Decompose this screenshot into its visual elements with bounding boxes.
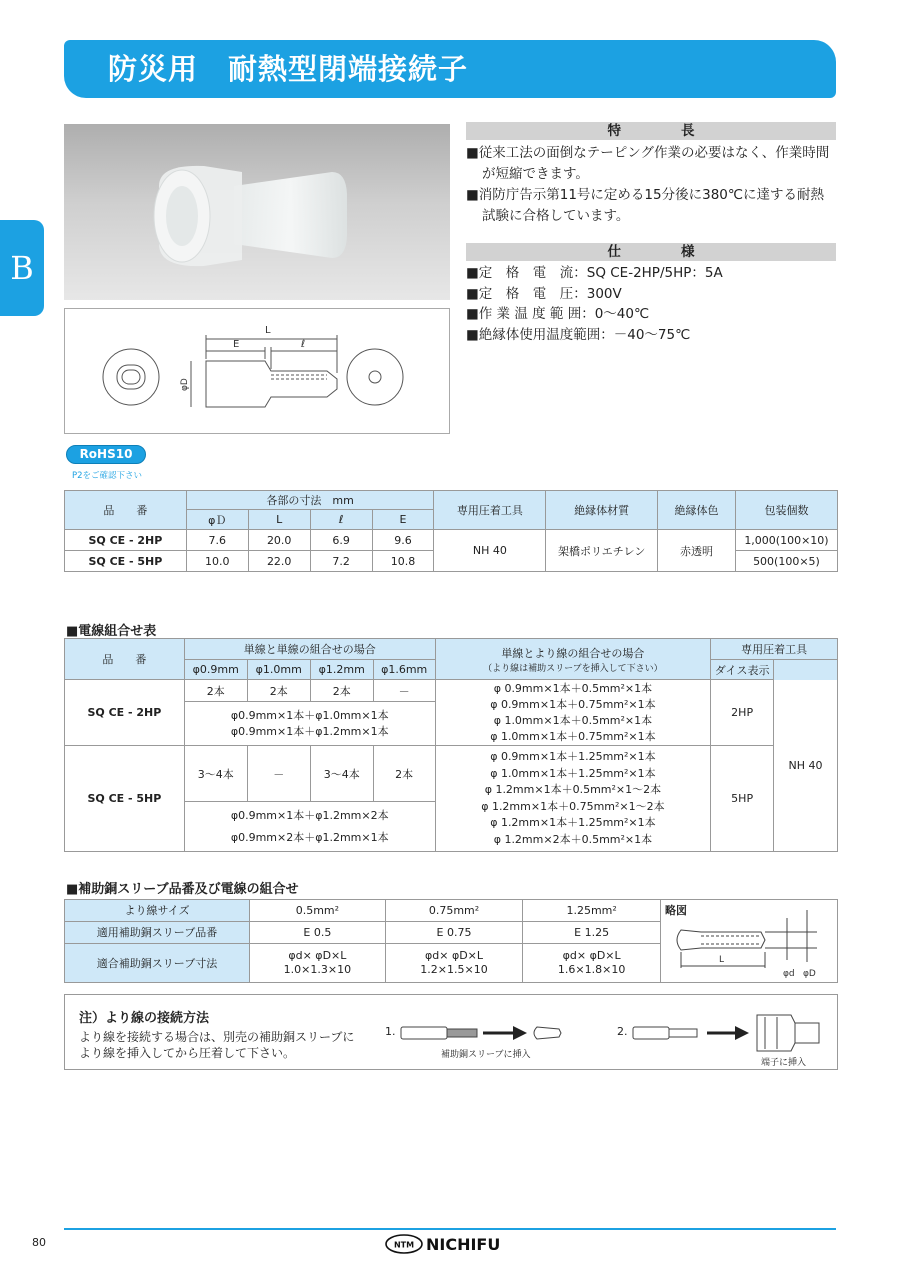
- section-tab[interactable]: B: [0, 220, 44, 316]
- header-E: E: [372, 510, 434, 530]
- product-photo: [64, 124, 450, 300]
- material-cell: 架橋ポリエチレン: [546, 530, 658, 572]
- connection-steps-graphic: [381, 1001, 831, 1067]
- sleeve-table-title: ■補助銅スリーブ品番及び電線の組合せ: [66, 882, 299, 897]
- header-pack: 包装個数: [735, 491, 837, 530]
- wire-table-title: ■電線組合せ表: [66, 624, 157, 639]
- product-photo-graphic: [64, 124, 450, 300]
- feature-item: ■従来工法の面倒なテーピング作業の必要はなく、作業時間 が短縮できます。: [466, 145, 830, 182]
- label-E: E: [233, 339, 240, 350]
- header-phiD: φＤ: [186, 510, 248, 530]
- step-2-label: 端子に挿入: [761, 1058, 807, 1067]
- header-tool: 専用圧着工具: [434, 491, 546, 530]
- step-2-number: 2.: [617, 1025, 628, 1038]
- spec-item: ■定 格 電 流：SQ CE-2HP/5HP：5A: [466, 265, 723, 281]
- rohs-badge: RoHS10: [66, 445, 146, 464]
- header-L: L: [248, 510, 310, 530]
- logo-mark: NTM: [393, 1240, 415, 1250]
- tool-cell: NH 40: [774, 680, 838, 852]
- header-material: 絶縁体材質: [546, 491, 658, 530]
- header-stranded: 単線とより線の組合せの場合 （より線は補助スリーブを挿入して下さい）: [435, 639, 711, 680]
- table-row: SQ CE - 2HP 2本 2本 2本 － φ 0.9mm×1本＋0.5mm²×1本 φ 0.9mm×1本＋0.75mm²×1本 φ 1.0mm×1本＋0.5mm²×1本 φ 1.0mm×1本＋0.75mm²×1本 2HP NH 40: [65, 680, 838, 702]
- feature-item: ■消防庁告示第11号に定める15分後に380℃に達する耐熱 試験に合格しています。: [466, 187, 825, 224]
- header-die: ダイス表示: [711, 660, 774, 680]
- nichifu-logo: [384, 1233, 514, 1255]
- header-single: 単線と単線の組合せの場合: [184, 639, 435, 660]
- row-label: 適合補助銅スリーブ寸法: [65, 943, 250, 982]
- page-title: 防災用 耐熱型閉端接続子: [64, 40, 836, 98]
- wire-combination-table: 品 番 単線と単線の組合せの場合 単線とより線の組合せの場合 （より線は補助スリーブを挿入して下さい） 専用圧着工具 φ0.9mm φ1.0mm φ1.2mm φ1.6mm ダイス表示 SQ CE - 2HP 2本 2本 2本 － φ 0.9mm×1本＋0.5mm²×1本 φ 0.9mm×1本＋0.75mm²×1本 φ 1.0mm×1本＋0.5mm²×1本 φ 1.0mm×1本＋0.75mm²×1本 2HP NH 40 φ0.9mm×1本＋φ1.0mm×1本 φ0.9mm×1本＋φ1.2mm×1本 SQ CE - 5HP 3〜4本 － 3〜4本 2本 φ 0.9mm×1本＋1.25mm²×1本 φ 1.0mm×1本＋1.25mm²×1本 φ 1.2mm×1本＋0.5mm²×1〜2本 φ 1.2mm×1本＋0.75mm²×1〜2本 φ 1.2mm×1本＋1.25mm²×1本 φ 1.2mm×2本＋0.5mm²×1本 5HP φ0.9mm×1本＋φ1.2mm×2本 φ0.9mm×2本＋φ1.2mm×1本: [64, 638, 838, 852]
- sketch-phiD: φD: [802, 969, 816, 979]
- sketch-phid: φd: [782, 969, 795, 979]
- table-row: SQ CE - 5HP 10.0 22.0 7.2 10.8 500(100×5): [65, 551, 838, 572]
- header-tool: 専用圧着工具: [711, 639, 838, 660]
- dimensions-table: [64, 490, 838, 572]
- row-label: より線サイズ: [65, 900, 250, 922]
- table-row: SQ CE - 2HP 7.6 20.0 6.9 9.6 NH 40 架橋ポリエチレン 赤透明 1,000(100×10): [65, 530, 838, 551]
- specs-heading: 仕様: [466, 243, 836, 261]
- footer-divider: [64, 1228, 836, 1230]
- dimension-drawing-graphic: [65, 309, 449, 433]
- connection-note: [64, 994, 838, 1070]
- logo-text: NICHIFU: [426, 1235, 501, 1254]
- step-1-number: 1.: [385, 1025, 396, 1038]
- note-title: 注）より線の接続方法: [79, 1011, 210, 1026]
- header-color: 絶縁体色: [658, 491, 736, 530]
- header-ell: ℓ: [310, 510, 372, 530]
- specs-list: [466, 263, 836, 345]
- sleeve-table: より線サイズ 0.5mm² 0.75mm² 1.25mm² 略図 L φd φD 適用補助銅スリーブ品番 E 0.5 E 0.75 E 1.25 適合補助銅スリーブ寸法 φd× φD×L 1.0×1.3×10 φd× φD×L 1.2×1.5×10 φd× φD×L 1.6×1.8×10: [64, 899, 838, 983]
- step-1-label: 補助銅スリーブに挿入: [441, 1050, 531, 1060]
- rohs-note: P2をご確認下さい: [72, 471, 143, 481]
- features-list: [466, 143, 846, 227]
- color-cell: 赤透明: [658, 530, 736, 572]
- header-part: 品 番: [65, 491, 187, 530]
- header-dims: 各部の寸法 mm: [186, 491, 434, 510]
- dimension-drawing: [64, 308, 450, 434]
- table-row: SQ CE - 5HP 3〜4本 － 3〜4本 2本 φ 0.9mm×1本＋1.25mm²×1本 φ 1.0mm×1本＋1.25mm²×1本 φ 1.2mm×1本＋0.5mm²×1〜2本 φ 1.2mm×1本＋0.75mm²×1〜2本 φ 1.2mm×1本＋1.25mm²×1本 φ 1.2mm×2本＋0.5mm²×1本 5HP: [65, 746, 838, 802]
- label-phiD: φD: [180, 378, 190, 391]
- row-label: 適用補助銅スリーブ品番: [65, 921, 250, 943]
- page-number: 80: [32, 1236, 46, 1249]
- spec-item: ■作 業 温 度 範 囲：0〜40℃: [466, 306, 650, 322]
- sleeve-sketch-graphic: [661, 900, 837, 982]
- header-part: 品 番: [65, 639, 185, 680]
- spec-item: ■定 格 電 圧：300V: [466, 285, 622, 302]
- label-L: L: [265, 325, 271, 336]
- sketch-L: L: [718, 955, 724, 965]
- tool-cell: NH 40: [434, 530, 546, 572]
- sleeve-sketch: 略図 L φd φD: [660, 900, 837, 983]
- note-text: より線を接続する場合は、別売の補助銅スリーブに より線を挿入してから圧着して下さい。: [79, 1030, 355, 1060]
- spec-item: ■絶縁体使用温度範囲：－40〜75℃: [466, 326, 691, 343]
- label-ell: ℓ: [301, 339, 306, 350]
- features-heading: 特長: [466, 122, 836, 140]
